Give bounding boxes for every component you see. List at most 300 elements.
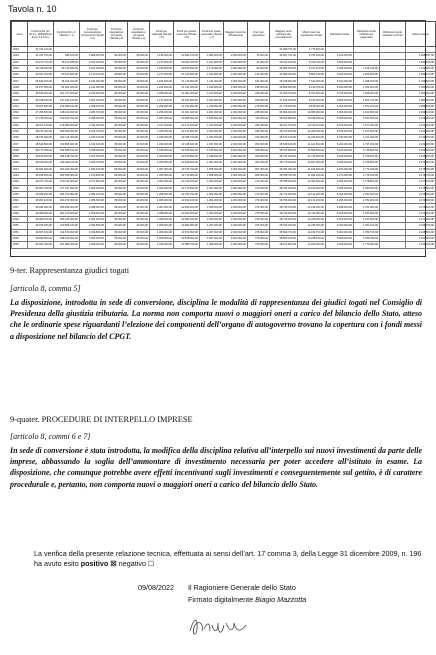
table-cell: 37.356.800,00	[28, 109, 54, 115]
table-cell: 2.076.200,00	[406, 116, 436, 122]
table-cell: 306.125.300,00	[54, 217, 80, 223]
table-cell: 37.205.700,00	[270, 91, 298, 97]
table-cell: 89.000,00	[106, 103, 128, 109]
table-cell: 1.358.000,00	[200, 172, 224, 178]
table-cell: 2.000.000,00	[224, 217, 248, 223]
table-cell: 2.174.900,00	[406, 198, 436, 204]
table-cell: 374.000,00	[248, 198, 270, 204]
table-cell: 176.486.500,00	[54, 122, 80, 128]
table-header-cell: Utilizzo risorse	[406, 22, 436, 47]
table-cell: 41.000,00	[248, 59, 270, 65]
table-cell: 1.367.000,00	[200, 223, 224, 229]
table-cell: 38.473.100,00	[270, 128, 298, 134]
table-cell: 2.000.000,00	[224, 191, 248, 197]
table-cell: 29.000,00	[128, 204, 150, 210]
table-cell: 1.779.500,00	[298, 47, 326, 53]
table-cell: 22.710.800,00	[174, 172, 200, 178]
table-cell: 5.600.000,00	[326, 84, 354, 90]
table-cell: 1.468.200,00	[354, 91, 380, 97]
table-cell: 369.000,00	[248, 172, 270, 178]
table-cell: 1.366.000,00	[200, 210, 224, 216]
table-cell: 12.235.300,00	[298, 223, 326, 229]
table-cell: 321.865.200,00	[54, 242, 80, 248]
table-cell: 89.000,00	[106, 160, 128, 166]
table-cell: 22.672.700,00	[174, 166, 200, 172]
table-cell: 6.240.000,00	[326, 154, 354, 160]
table-cell: 1.428.817,00	[406, 53, 436, 59]
year-cell: 2046	[12, 198, 28, 204]
year-cell: 2043	[12, 179, 28, 185]
table-cell: 1.692.100,00	[406, 72, 436, 78]
table-header-cell: Minori oneri per cessazione Giudici	[298, 22, 326, 47]
table-cell: 22.274.800,00	[174, 128, 200, 134]
table-cell: 1.137.000,00	[150, 59, 174, 65]
table-cell: 29.000,00	[128, 166, 150, 172]
table-cell: 1.766.800,00	[354, 160, 380, 166]
table-cell: 6.000.000,00	[326, 109, 354, 115]
year-cell: 2039	[12, 154, 28, 160]
table-cell: 5.800.000,00	[326, 97, 354, 103]
table-header-cell: Riduzione fondo	[326, 22, 354, 47]
year-cell: 2045	[12, 191, 28, 197]
table-cell: 29.000,00	[128, 172, 150, 178]
table-cell: 29.000,00	[128, 217, 150, 223]
table-cell: 6.300.000,00	[326, 223, 354, 229]
table-cell: 2.000.000,00	[224, 135, 248, 141]
table-cell: 16.000,00	[248, 53, 270, 59]
table-cell: 89.000,00	[106, 72, 128, 78]
table-cell: 1.271.000,00	[150, 97, 174, 103]
table-cell: 371.000,00	[248, 179, 270, 185]
table-cell: 89.000,00	[106, 91, 128, 97]
table-cell: 2.000.000,00	[224, 59, 248, 65]
table-cell: 2.000.000,00	[224, 172, 248, 178]
table-cell: 2.394.600,00	[80, 235, 106, 241]
table-cell: 29.000,00	[128, 103, 150, 109]
table-cell: 1.781.500,00	[354, 191, 380, 197]
table-cell: 1.365.000,00	[200, 204, 224, 210]
table-cell: 38.784.300,00	[270, 166, 298, 172]
verifica-text: La verifica della presente relazione tecnica, effettuata ai sensi dell’art. 17 comma 3, della Legge 31 dicembre 2009, n. 196 ha avuto esito	[34, 549, 422, 568]
table-cell: 6.300.000,00	[326, 210, 354, 216]
table-cell: 367.000,00	[248, 166, 270, 172]
table-cell: 2.333.100,00	[80, 135, 106, 141]
table-cell: 29.000,00	[128, 116, 150, 122]
section-body: La disposizione, introdotta in sede di conversione, disciplina le modalità di rappresentanza dei giudici togati nel Consiglio di Presidenza della giustizia tributaria. La norma non comporta nuovi o maggiori oneri a carico del bilancio dello Stato, atteso che le ordinarie spese riguardanti l’elezione dei componenti dell’organo di autogoverno trovano la copertura con i fondi messi a disposizione nel bilancio del CPGT.	[10, 298, 422, 341]
table-cell: 2.000.000,00	[224, 210, 248, 216]
table-cell: 2.283.700,00	[80, 109, 106, 115]
table-cell: 360.000,00	[248, 154, 270, 160]
table-cell: 29.000,00	[128, 72, 150, 78]
table-cell: 2.395.300,00	[80, 242, 106, 248]
table-cell: 89.000,00	[106, 78, 128, 84]
table-cell: 2.000.000,00	[224, 72, 248, 78]
table-cell: 2.000.000,00	[224, 128, 248, 134]
table-cell: 22.365.700,00	[174, 135, 200, 141]
year-cell: 2030	[12, 97, 28, 103]
table-cell: 2.377.800,00	[80, 179, 106, 185]
table-cell: 22.878.300,00	[174, 235, 200, 241]
table-cell: 2.000.000,00	[224, 154, 248, 160]
table-cell: 29.000,00	[128, 242, 150, 248]
year-cell: 2026	[12, 72, 28, 78]
table-cell: 1.534.100,00	[406, 59, 436, 65]
table-cell: 2.322.700,00	[80, 128, 106, 134]
table-cell: 1.780.500,00	[354, 185, 380, 191]
table-cell: 32.272.700,00	[28, 59, 54, 65]
table-cell: 6.100.000,00	[326, 122, 354, 128]
table-cell: 290.273.000,00	[54, 198, 80, 204]
table-cell: 2.161.600,00	[406, 147, 436, 153]
table-cell: 12.194.200,00	[298, 204, 326, 210]
table-cell: 33.811.400,00	[28, 72, 54, 78]
year-cell: 2053	[12, 242, 28, 248]
table-cell: 89.000,00	[106, 198, 128, 204]
esito-negativo: negativo ☐	[118, 559, 155, 568]
table-cell: 29.000,00	[128, 160, 150, 166]
table-cell: 8.701.500,00	[298, 91, 326, 97]
table-cell: 38.671.800,00	[270, 242, 298, 248]
table-caption: Tavola n. 10	[8, 4, 57, 14]
table-cell: 350.000,00	[248, 141, 270, 147]
table-cell: 2.000.000,00	[224, 84, 248, 90]
table-cell: 2.268.100,00	[80, 103, 106, 109]
table-cell: 1.101.000,00	[200, 59, 224, 65]
table-cell: 38.682.200,00	[270, 235, 298, 241]
table-cell: 50.971.800,00	[54, 72, 80, 78]
table-cell: 6.280.000,00	[326, 179, 354, 185]
table-cell: 995.100,00	[54, 53, 80, 59]
table-cell: 89.000,00	[106, 204, 128, 210]
signatory-role: Il Ragioniere Generale dello Stato	[188, 583, 296, 592]
table-cell: 22.863.900,00	[174, 223, 200, 229]
table-cell: 89.000,00	[106, 135, 128, 141]
table-cell: 1.701.500,00	[354, 128, 380, 134]
table-cell: 202.114.300,00	[54, 135, 80, 141]
handwritten-signature	[188, 611, 248, 641]
table-cell: 2.194.900,00	[80, 78, 106, 84]
table-cell: 6.295.000,00	[326, 198, 354, 204]
table-cell: 376.000,00	[248, 242, 270, 248]
table-cell: 244.909.100,00	[54, 160, 80, 166]
table-cell: 1.368.000,00	[200, 242, 224, 248]
table-cell: 38.771.200,00	[28, 147, 54, 153]
table-cell: 2.123.300,00	[406, 128, 436, 134]
table-cell: 2.381.200,00	[80, 185, 106, 191]
table-cell: 1.173.000,00	[200, 65, 224, 71]
table-cell: 39.095.200,00	[28, 191, 54, 197]
table-cell: 2.168.200,00	[406, 154, 436, 160]
table-cell: 375.000,00	[248, 217, 270, 223]
table-cell: 213.858.400,00	[54, 141, 80, 147]
year-cell: 2040	[12, 160, 28, 166]
table-cell: 2.000.000,00	[224, 147, 248, 153]
table-cell: 1.229.000,00	[150, 78, 174, 84]
table-cell: 38.693.700,00	[270, 229, 298, 235]
table-cell: 1.164.100,00	[354, 65, 380, 71]
table-cell: 31.447.700,00	[28, 53, 54, 59]
table-cell: 376.000,00	[248, 223, 270, 229]
table-cell: 20.876.500,00	[174, 65, 200, 71]
table-cell: 11.582.500,00	[298, 147, 326, 153]
table-cell: 2.177.100,00	[406, 179, 436, 185]
table-cell: 162.622.700,00	[54, 116, 80, 122]
table-cell: 29.000,00	[128, 223, 150, 229]
table-cell: 38.759.900,00	[270, 198, 298, 204]
table-cell: 37.718.400,00	[28, 116, 54, 122]
table-cell: 1.781.500,00	[354, 217, 380, 223]
table-cell: 375.000,00	[248, 210, 270, 216]
table-row	[12, 242, 436, 248]
table-cell: 12.211.900,00	[298, 210, 326, 216]
table-cell: 2.000.000,00	[224, 179, 248, 185]
financial-table-container	[10, 20, 434, 257]
table-cell: 34.059.731,69	[270, 47, 298, 53]
table-cell: 1.721.300,00	[354, 135, 380, 141]
table-cell: 1.369.000,00	[150, 242, 174, 248]
table-cell: 343.000,00	[248, 135, 270, 141]
table-cell: 1.296.000,00	[150, 109, 174, 115]
table-cell: 89.000,00	[106, 154, 128, 160]
table-cell: 22.843.000,00	[174, 210, 200, 216]
table-cell: 310.586.100,00	[54, 223, 80, 229]
table-cell: 29.000,00	[128, 122, 150, 128]
table-cell: 4.560.000,00	[326, 59, 354, 65]
table-cell: 2.393.800,00	[80, 229, 106, 235]
table-cell: 6.290.000,00	[326, 191, 354, 197]
table-cell: 21.792.900,00	[174, 103, 200, 109]
table-cell: 2.000.000,00	[224, 141, 248, 147]
table-cell: 39.097.100,00	[28, 198, 54, 204]
table-cell: 2.000.000,00	[224, 122, 248, 128]
year-cell: 2032	[12, 109, 28, 115]
table-cell: 21.641.800,00	[174, 97, 200, 103]
section-body: In sede di conversione è stata introdotta, la modifica della disciplina relativa all’interpello sui nuovi investimenti da parte delle imprese, abbassando la soglia dell’ammontare di investimento necessaria per poter accedere all’istituto in esame. La disposizione, che comunque potrebbe avere effetti incentivanti sugli investimenti e conseguentemente sul gettito, è di carattere procedurale e, pertanto, non comporta nuovi o maggiori oneri a carico del bilancio dello Stato.	[10, 446, 422, 489]
table-cell: 29.000,00	[128, 154, 150, 160]
table-cell: 1.317.000,00	[150, 122, 174, 128]
table-cell: 1.841.200,00	[406, 84, 436, 90]
table-cell: 38.704.800,00	[270, 147, 298, 153]
table-cell: 6.017.100,00	[298, 65, 326, 71]
table-cell: 6.300.000,00	[326, 229, 354, 235]
table-cell: 5.314.700,00	[298, 59, 326, 65]
table-cell: 12.102.900,00	[298, 185, 326, 191]
table-cell: 8.130.700,00	[298, 84, 326, 90]
table-header-cell: Fondi iscritti (ex art.4 L. 30/03/Pieno di ex. 6.6.9 ss.)	[28, 22, 54, 47]
year-cell: 2044	[12, 185, 28, 191]
table-cell: 1.322.000,00	[200, 128, 224, 134]
table-cell: 1.330.000,00	[200, 135, 224, 141]
table-cell: 132.000,00	[248, 72, 270, 78]
table-cell: 89.000,00	[106, 141, 128, 147]
table-cell: 1.402.600,00	[354, 84, 380, 90]
table-cell: 22.871.800,00	[174, 229, 200, 235]
table-cell: 2.004.600,00	[406, 103, 436, 109]
table-cell: 1.369.000,00	[150, 235, 174, 241]
table-cell: 376.000,00	[248, 235, 270, 241]
table-cell: 39.071.700,00	[28, 179, 54, 185]
table-cell: 39.094.900,00	[28, 204, 54, 210]
table-cell: 29.000,00	[128, 97, 150, 103]
year-cell: 2034	[12, 122, 28, 128]
table-cell: 1.781.900,00	[354, 198, 380, 204]
table-cell: 68.314.200,00	[54, 78, 80, 84]
table-cell: 30.733.213,06	[28, 47, 54, 53]
signatory-name: Biagio Mazzotta	[255, 595, 307, 604]
table-cell: 12.225.300,00	[298, 217, 326, 223]
table-cell: 1.778.800,00	[354, 179, 380, 185]
table-cell: 2.000.000,00	[224, 166, 248, 172]
table-cell: 89.000,00	[106, 84, 128, 90]
table-cell: 6.300.000,00	[326, 242, 354, 248]
table-cell: 364.000,00	[248, 160, 270, 166]
table-cell: 2.168.500,00	[406, 229, 436, 235]
table-cell: 2.233.600,00	[80, 91, 106, 97]
table-cell: 2.000.000,00	[224, 78, 248, 84]
table-cell: 6.180.000,00	[326, 135, 354, 141]
table-cell: 6.150.000,00	[326, 128, 354, 134]
table-cell: 276.000,00	[248, 103, 270, 109]
table-cell: 29.000,00	[128, 235, 150, 241]
table-cell: 148.100.300,00	[54, 109, 80, 115]
esito-positivo: positivo ☒	[80, 559, 117, 568]
table-cell: 20.811.700,00	[174, 59, 200, 65]
year-cell: 2025	[12, 65, 28, 71]
table-cell: 22.883.700,00	[174, 242, 200, 248]
table-cell: 2.172.300,00	[406, 210, 436, 216]
table-cell: 35.843.900,00	[28, 91, 54, 97]
table-cell: 84.902.300,00	[54, 84, 80, 90]
table-cell: 1.781.800,00	[354, 210, 380, 216]
table-cell: 1.612.900,00	[406, 65, 436, 71]
table-cell: 39.006.000,00	[28, 166, 54, 172]
table-cell: 1.782.000,00	[354, 204, 380, 210]
table-cell: 38.746.700,00	[270, 204, 298, 210]
year-cell: 2047	[12, 204, 28, 210]
table-cell: 1.362.000,00	[150, 179, 174, 185]
table-cell: 38.021.100,00	[28, 122, 54, 128]
table-cell: 38.789.700,00	[270, 172, 298, 178]
table-cell: 39.087.400,00	[28, 185, 54, 191]
table-cell: 2.342.300,00	[80, 141, 106, 147]
table-header-cell: Fondi iscritti L.F. (Tavola n. 1)	[54, 22, 80, 47]
table-cell: 22.793.700,00	[174, 191, 200, 197]
table-cell: 89.000,00	[106, 185, 128, 191]
table-cell: 224.895.100,00	[54, 147, 80, 153]
table-cell: 29.000,00	[128, 78, 150, 84]
table-cell: 89.000,00	[106, 65, 128, 71]
year-cell: 2035	[12, 128, 28, 134]
firmato-label: Firmato digitalmente	[188, 595, 254, 604]
table-header-cell: Fondi per aspettative e compensi (Tavola n.4)	[128, 22, 150, 47]
table-cell: 6.220.000,00	[326, 147, 354, 153]
table-cell: 22.515.300,00	[174, 147, 200, 153]
table-cell: 2.298.000,00	[80, 116, 106, 122]
table-cell: 2.167.400,00	[406, 235, 436, 241]
table-cell: 1.989.900,00	[80, 53, 106, 59]
table-cell: 226.000,00	[248, 91, 270, 97]
year-cell: 2028	[12, 84, 28, 90]
table-cell: 1.360.000,00	[150, 172, 174, 178]
table-cell: 9.678.300,00	[298, 103, 326, 109]
table-cell: 5.700.000,00	[326, 91, 354, 97]
table-cell: 22.829.400,00	[174, 204, 200, 210]
table-cell: 89.000,00	[106, 210, 128, 216]
table-cell: 89.000,00	[106, 179, 128, 185]
table-cell: 34.529.200,00	[28, 78, 54, 84]
table-cell: 1.313.000,00	[200, 122, 224, 128]
table-cell: 311.000,00	[248, 116, 270, 122]
table-cell: 1.350.000,00	[150, 154, 174, 160]
table-cell: 36.478.900,00	[270, 78, 298, 84]
table-cell: 33.118.200,00	[28, 65, 54, 71]
table-cell: 1.779.900,00	[354, 242, 380, 248]
table-cell: 36.927.500,00	[28, 103, 54, 109]
table-cell: 1.354.000,00	[150, 160, 174, 166]
table-cell: 89.000,00	[106, 242, 128, 248]
table-cell: 2.102.400,00	[406, 122, 436, 128]
section-subtitle: [articolo 8, commi 6 e 7]	[10, 432, 91, 441]
table-cell: 16.672.485,00	[54, 59, 80, 65]
table-cell: 37.779.000,00	[270, 103, 298, 109]
table-header-cell: Oneri per assunzioni	[248, 22, 270, 47]
table-cell: 1.084.000,00	[200, 53, 224, 59]
table-cell: 1.284.000,00	[150, 103, 174, 109]
table-cell: 35.157.800,00	[28, 84, 54, 90]
table-cell: 2.176.000,00	[406, 191, 436, 197]
table-cell: 89.000,00	[106, 172, 128, 178]
table-cell: 1.352.000,00	[200, 160, 224, 166]
table-cell: 10.742.100,00	[298, 122, 326, 128]
table-cell: 2.000.000,00	[224, 235, 248, 241]
signature-date: 09/08/2022	[138, 583, 174, 592]
table-cell: 29.000,00	[128, 135, 150, 141]
table-cell: 21.176.800,00	[174, 78, 200, 84]
table-cell: 2.176.800,00	[406, 185, 436, 191]
table-cell: 29.000,00	[128, 179, 150, 185]
table-cell: 10.436.200,00	[298, 116, 326, 122]
table-cell: 1.364.000,00	[200, 198, 224, 204]
table-cell: 1.766.500,00	[406, 78, 436, 84]
table-header-cell: Fondi per integrazione compensi (Tavola n.3)	[106, 22, 128, 47]
table-cell: 2.000.000,00	[224, 97, 248, 103]
table-cell: 2.170.100,00	[80, 72, 106, 78]
table-cell: 21.482.300,00	[174, 91, 200, 97]
table-cell: 38.744.400,00	[270, 154, 298, 160]
table-cell: 1.303.000,00	[200, 116, 224, 122]
table-cell: 1.369.000,00	[150, 223, 174, 229]
table-cell: 1.363.000,00	[200, 191, 224, 197]
table-header-cell: Fondi per spese personale (Tavola n.7)	[200, 22, 224, 47]
table-cell: 38.347.700,00	[270, 122, 298, 128]
year-cell: 2037	[12, 141, 28, 147]
table-cell: 2.386.500,00	[80, 198, 106, 204]
table-cell: 2.369.100,00	[80, 166, 106, 172]
table-cell: 1.355.000,00	[200, 166, 224, 172]
table-cell: 295.995.600,00	[54, 204, 80, 210]
table-cell: 1.737.200,00	[354, 141, 380, 147]
table-cell: 1.367.000,00	[200, 229, 224, 235]
table-cell: 1.217.000,00	[150, 72, 174, 78]
table-cell: 2.000.000,00	[224, 109, 248, 115]
table-cell: 6.050.000,00	[326, 116, 354, 122]
table-cell: 1.262.000,00	[200, 97, 224, 103]
table-cell: 1.357.000,00	[150, 166, 174, 172]
table-cell: 20.664.700,00	[174, 53, 200, 59]
table-cell: 1.291.000,00	[200, 109, 224, 115]
table-cell: 89.000,00	[106, 166, 128, 172]
table-cell: 295.000,00	[248, 109, 270, 115]
